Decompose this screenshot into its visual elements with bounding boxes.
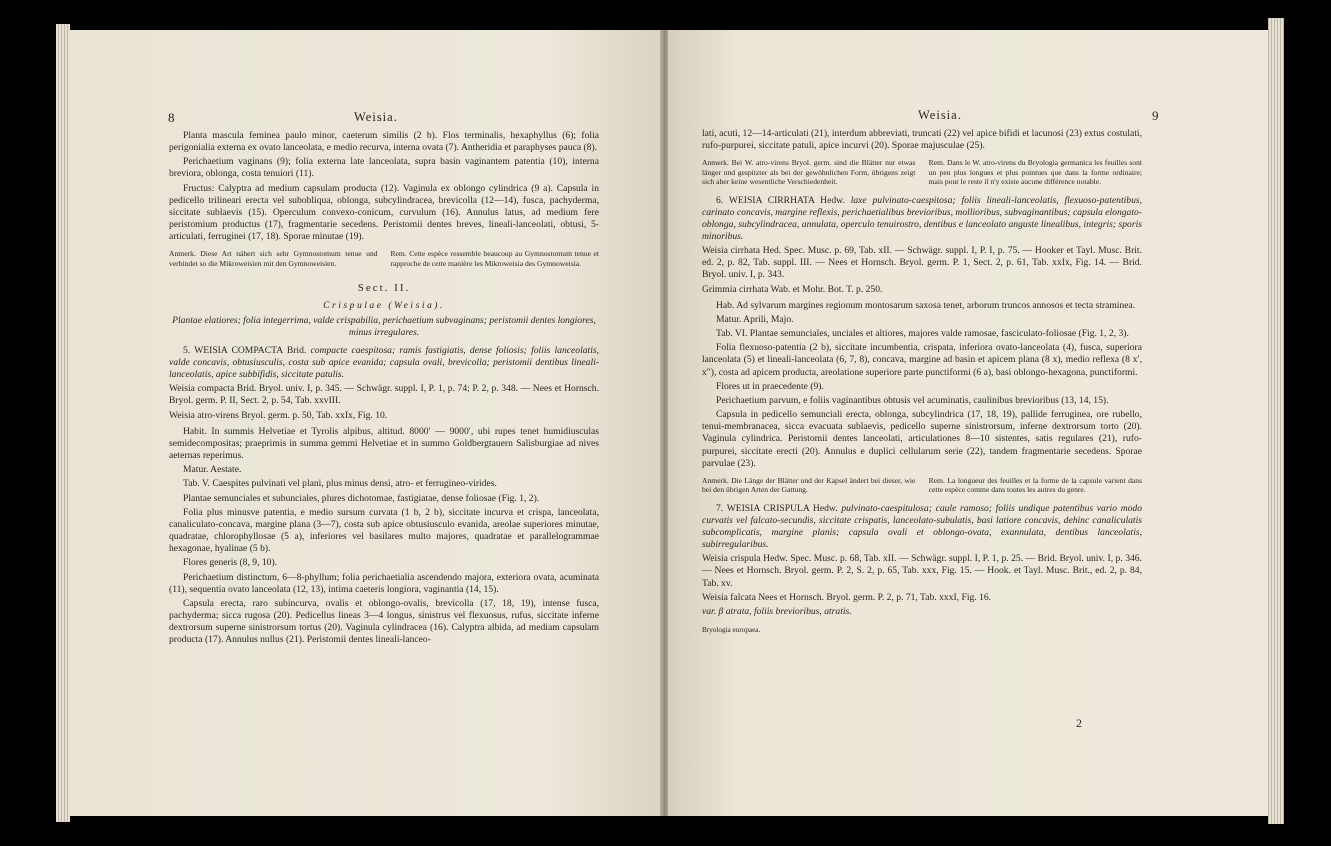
synonymy: Weisia compacta Brid. Bryol. univ. I, p. 345. — Schwägr. suppl. I, P. 1, p. 74; P. 2, p. 348. — Nees et Hornsch. Bryol. germ. P. II, Sect. 2, p. 54, Tab. xxvIII. xyxy=(169,383,599,407)
right-page-edges xyxy=(1268,18,1284,824)
running-header: Weisia. xyxy=(918,108,962,122)
paragraph: Matur. Aestate. xyxy=(183,464,242,476)
synonymy: Weisia atro-virens Bryol. germ. p. 50, Tab. xxIx, Fig. 10. xyxy=(169,409,388,421)
footnotes xyxy=(169,249,599,268)
paragraph: Habit. In summis Helvetiae et Tyrolis alpibus, altitud. 8000′ — 9000′, ubi rupes tenet humidiusculas semidecompositas; praeprimis in summa gemmi Helvetiae et in summo Goldbergtauern Salisburgiae ad nives aeternas reperimus. xyxy=(169,425,599,462)
species-diagnosis: laxe pulvinato-caespitosa; foliis lineali-lanceolatis, flexuoso-patentibus, carinato concavis, margine reflexis, perichaetialibus brevioribus, mollioribus, subvaginantibus; capsula elongato-oblonga, subcylindracea, annulata, operculo tenuirostro, dentibus e lanceolato anguste linealibus, integris; sporis minoribus. xyxy=(702,194,1143,242)
species-diagnosis: compacte caespitosa; ramis fastigiatis, dense foliosis; foliis lanceolatis, valde concavis, obtusiusculis, costa sub apice evanida; capsula ovali, brevicolla; peristomii dentibus lineali-lanceolatis, apice subbifidis, siccitate patulis. xyxy=(169,344,599,381)
section-title: Crispulae (Weisia). xyxy=(323,300,445,312)
note-french: Rem. La longueur des feuilles et la forme de la capsule varient dans cette espèce comme dans toutes les autres du genre. xyxy=(928,475,1142,495)
paragraph: Tab. V. Caespites pulvinati vel plani, plus minus densi, atro- et ferrugineo-virides. xyxy=(183,478,497,490)
synonymy: Grimmia cirrhata Wab. et Mohr. Bot. T. p. 250. xyxy=(702,283,883,295)
printer-signature: Bryologia europaea. xyxy=(702,626,761,635)
paragraph: Flores ut in praecedente (9). xyxy=(716,380,824,392)
paragraph: Capsula in pedicello semunciali erecta, oblonga, subcylindrica (17, 18, 19), pallide ferruginea, ore rubello, tenui-membranacea, sicca evacuata sublaevis, pedicello superne sinistrorsum, inferne dextrorsum torto (20). Vaginula cylindrica. Peristomii dentes lanceolati, articulationes 8—10 sistentes, satis regulares (21), rufo-purpurei, siccitate erecti (20). Annulus e duplici cellularum serie (22), tandem fragmentarie secedens. Sporae parvulae (23). xyxy=(702,409,1142,469)
paragraph: Plantae semunciales et subunciales, plures dichotomae, fastigiatae, dense foliosae (Fig. 1, 2). xyxy=(183,492,540,504)
paragraph: Planta mascula feminea paulo minor, caeterum similis (2 b). Flos terminalis, hexaphyllus (6); folia perigonialia externa ex ovato lanceolata, e medio recurva, interna ovata (7). Antheridia et paraphyses pauca (8). xyxy=(169,130,599,154)
section-label: Sect. II. xyxy=(357,282,411,295)
paragraph: Fructus: Calyptra ad medium capsulam producta (12). Vaginula ex oblongo cylindrica (9 a). Capsula in pedicello trilineari erecta vel subobliqua, oblonga, subcylindracea, brevicolla (12—14), fusca, pachyderma, siccitate sublaevis (15). Operculum convexo-conicum, curvulum (16). Annulus latus, ad medium fere peristomium productus (17), fragmentarie secedens. Peristomii dentes breves, lineali-lanceolati, obtusi, 5-articulati, ferruginei (17, 18). Sporae minutae (19). xyxy=(169,182,599,243)
paragraph: Perichaetium parvum, e foliis vaginantibus obtusis vel acuminatis, caulinibus brevioribus (13, 14, 15). xyxy=(716,394,1109,406)
section-description: Plantae elatiores; folia integerrima, valde crispabilia, perichaetium subvaginans; peristomii dentes longiores, minus irregulares. xyxy=(172,314,596,338)
species-entry xyxy=(169,345,599,381)
paragraph: Perichaetium vaginans (9); folia externa late lanceolata, supra basin vaginantem patentia (10), interna breviora, oblonga, costa tenuiori (11). xyxy=(169,156,599,180)
footnotes xyxy=(702,158,1142,186)
species-diagnosis: pulvinato-caespitulosa; caule ramoso; foliis undique patentibus vario modo curvatis vel falcato-secundis, siccitate crispatis, lanceolato-subulatis, basi latiore concavis, dehinc canaliculatis subcomplicatis, margine planis; capsula ovali et oblongo-ovata, exannulata, dentibus lanceolatis, subirregularibus. xyxy=(702,502,1143,551)
sheet-number: 2 xyxy=(1076,716,1082,730)
paragraph: Flores generis (8, 9, 10). xyxy=(183,557,278,569)
note-german: Anmerk. Bei W. atro-virens Bryol. germ. sind die Blätter nur etwas länger und gespitzter als bei der gewöhnlichen Form, übrigens zeigt sich aber keine wesentliche Verschiedenheit. xyxy=(702,158,916,187)
open-book xyxy=(56,14,1284,826)
page-number: 9 xyxy=(1152,108,1159,123)
right-text-block xyxy=(702,128,1142,638)
paragraph: lati, acuti, 12—14-articulati (21), interdum abbreviati, truncati (22) vel apice bifidi et lacunosi (23) extus costulati, rufo-purpurei, siccitate patuli, apice incurvi (20). Sporae majusculae (25). xyxy=(702,128,1142,152)
paragraph: Hab. Ad sylvarum margines regionum montosarum saxosa tenet, arborum truncos annosos et tecta straminea. xyxy=(716,299,1136,311)
paragraph: Matur. Aprili, Majo. xyxy=(716,313,794,325)
note-german: Anmerk. Diese Art nähert sich sehr Gymnostomum tenue und verbindet so die Mikroweisien mit den Gymnoweisien. xyxy=(169,249,378,268)
right-page xyxy=(668,30,1268,816)
running-header: Weisia. xyxy=(354,110,398,124)
species-heading: 7. WEISIA CRISPULA Hedw. xyxy=(716,502,838,514)
species-heading: 6. WEISIA CIRRHATA Hedw. xyxy=(716,194,845,206)
synonymy: Weisia cirrhata Hed. Spec. Musc. p. 69, Tab. xII. — Schwägr. suppl. I, P. I, p. 75. — Hooker et Tayl. Musc. Brit. ed. 2, p. 82, Tab. suppl. III. — Nees et Hornsch. Bryol. germ. P. 1, Sect. 2, p. 61, Tab. xxIx, Fig. 14. — Brid. Bryol. univ. I, p. 343. xyxy=(702,245,1142,281)
note-french: Rem. Dans le W. atro-virens du Bryologia germanica les feuilles sont un peu plus longues et plus pointues que dans la forme ordinaire; mais pour le reste il n'y existe aucune différence notable. xyxy=(928,158,1142,187)
note-german: Anmerk. Die Länge der Blätter und der Kapsel ändert bei dieser, wie bei den übrigen Arten der Gattung. xyxy=(702,475,916,495)
variety: var. β atrata, foliis brevioribus, atratis. xyxy=(702,605,852,617)
left-text-block xyxy=(169,130,599,648)
species-entry xyxy=(702,195,1142,244)
paragraph: Tab. VI. Plantae semunciales, unciales et altiores, majores valde ramosae, fasciculato-foliosae (Fig. 1, 2, 3). xyxy=(716,328,1129,340)
synonymy: Weisia falcata Nees et Hornsch. Bryol. germ. P. 2, p. 71, Tab. xxxI, Fig. 16. xyxy=(702,591,992,603)
paragraph: Perichaetium distinctum, 6—8-phyllum; folia perichaetialia ascendendo majora, exteriora ovata, acuminata (11), sequentia ovato lanceolata (12, 13), intima caeteris longiora, vaginantia (14, 15). xyxy=(169,571,599,595)
synonymy: Weisia crispula Hedw. Spec. Musc. p. 68, Tab. xII. — Schwägr. suppl. I, P. 1, p. 25. — Brid. Bryol. univ. I, p. 346. — Nees et Hornsch. Bryol. germ. P. 2, S. 2, p. 65, Tab. xxx, Fig. 15. — Hook. et Tayl. Musc. Brit., ed. 2, p. 84, Tab. xv. xyxy=(702,553,1142,589)
species-heading: 5. WEISIA COMPACTA Brid. xyxy=(183,344,307,356)
paragraph: Folia plus minusve patentia, e medio sursum curvata (1 b, 2 b), siccitate incurva et crispa, lanceolata, canaliculato-concava, margine plana (3—7), costa sub apice obtusiusculo evanida, areolae superiores minutae, quadratae, chlorophyllosae (5 a), inferiores vel basilares multo majores, quadratae et parallelogrammae hexagonae, hyalinae (5 b). xyxy=(169,506,599,555)
paragraph: Capsula erecta, raro subincurva, ovalis et oblongo-ovalis, brevicolla (17, 18, 19), intense fusca, pachyderma; sicca rugosa (20). Pedicellus lineas 3—4 longus, sinistrus vel flexuosus, rufus, siccitate inferne dextrorsum superne sinistrorsum tortus (20). Vaginula cylindracea (16). Calyptra albida, ad mediam capsulam producta (17). Annulus nullus (21). Peristomii dentes lineali-lanceo- xyxy=(169,597,599,646)
species-entry xyxy=(702,503,1142,552)
page-number: 8 xyxy=(168,110,175,125)
note-french: Rem. Cette espèce ressemble beaucoup au Gymnostomum tenue et rapproche de cette manière les Mikroweisia des Gymnoweisia. xyxy=(390,249,599,268)
left-page xyxy=(68,30,664,816)
paragraph: Folia flexuoso-patentia (2 b), siccitate incumbentia, crispata, inferiora ovato-lanceolata (4), fusca, superiora lanceolata (5) et lineali-lanceolata (6, 7, 8), concava, margine ad basin et apicem plana (8 x), medio reflexa (8 x′, x″), costa ad apicem producta, areolatione superiore parte punctiformi (6 a), basi oblongo-hexagona, punctiformi. xyxy=(702,342,1142,378)
footnotes xyxy=(702,476,1142,495)
